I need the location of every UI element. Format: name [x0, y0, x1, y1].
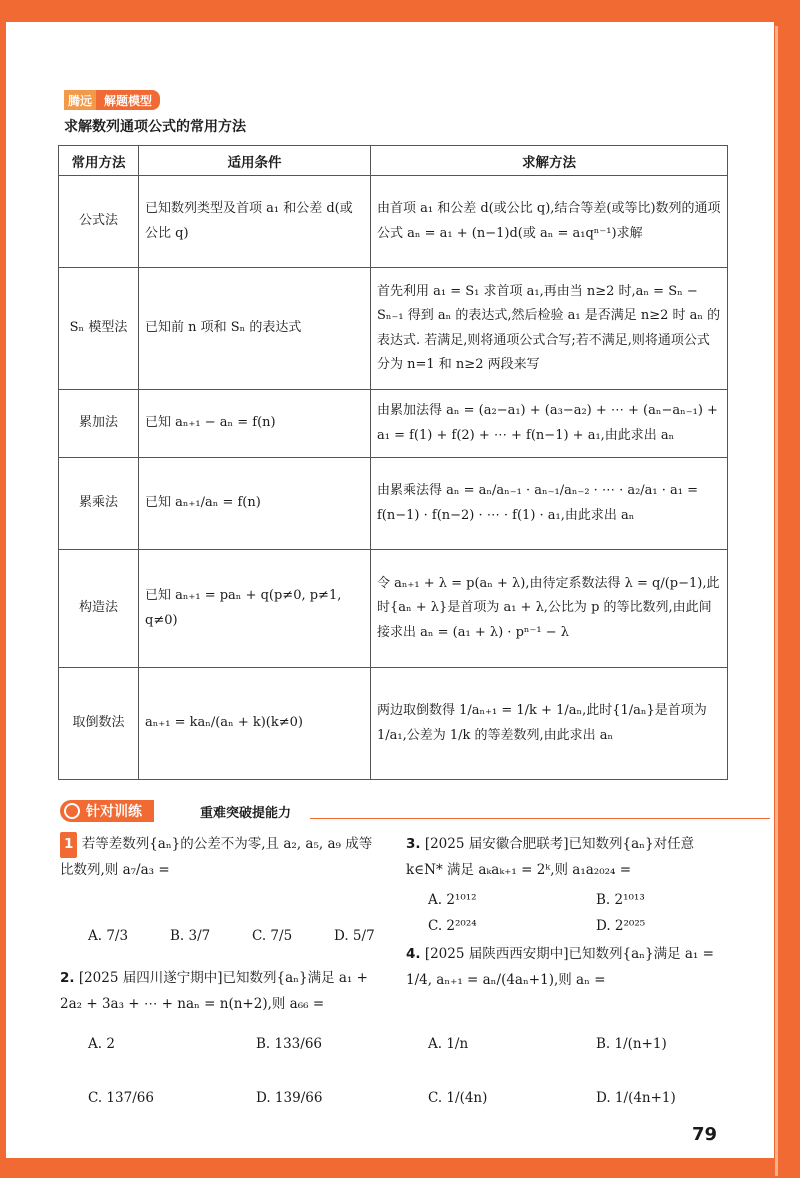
method-condition: 已知 aₙ₊₁/aₙ = f(n) [139, 458, 371, 550]
divider [310, 818, 770, 819]
question-number: 2. [60, 970, 75, 986]
method-solution: 首先利用 a₁ = S₁ 求首项 a₁,再由当 n≥2 时,aₙ = Sₙ − Sₙ₋₁ 得到 aₙ 的表达式,然后检验 a₁ 是否满足 n≥2 时 aₙ 的表达式. 若满足,则将通项公式合写;若不满足,则将通项公式分为 n=1 和 n≥2 两段来写 [371, 268, 728, 390]
table-header-row [59, 146, 728, 176]
header-condition: 适用条件 [139, 146, 371, 176]
question-number: 3. [406, 836, 421, 852]
option-c[interactable]: C. 2²⁰²⁴ [428, 918, 477, 934]
table-row [59, 550, 728, 668]
question-2 [60, 966, 390, 1017]
methods-table [58, 145, 728, 780]
header-method: 常用方法 [59, 146, 139, 176]
method-solution: 由累乘法得 aₙ = aₙ/aₙ₋₁ · aₙ₋₁/aₙ₋₂ · ⋯ · a₂/a₁ · a₁ = f(n−1) · f(n−2) · ⋯ · f(1) · a₁,由此求出 aₙ [371, 458, 728, 550]
table-row [59, 668, 728, 780]
question-stem: [2025 届四川遂宁期中]已知数列{aₙ}满足 a₁ + 2a₂ + 3a₃ + ⋯ + naₙ = n(n+2),则 a₆₆ = [60, 970, 368, 1012]
method-condition: aₙ₊₁ = kaₙ/(aₙ + k)(k≠0) [139, 668, 371, 780]
header-solution: 求解方法 [371, 146, 728, 176]
page-number: 79 [692, 1124, 718, 1145]
training-badge [60, 800, 154, 822]
page-spine [775, 26, 778, 1176]
method-name: 公式法 [59, 176, 139, 268]
method-condition: 已知 aₙ₊₁ = paₙ + q(p≠0, p≠1, q≠0) [139, 550, 371, 668]
method-name: 构造法 [59, 550, 139, 668]
page-frame-top [0, 0, 800, 22]
training-subtitle: 重难突破提能力 [200, 806, 292, 821]
question-3-options [428, 892, 728, 942]
option-d[interactable]: D. 139/66 [256, 1090, 323, 1106]
option-a[interactable]: A. 2 [88, 1036, 115, 1052]
page-frame-bottom [0, 1158, 800, 1178]
option-b[interactable]: B. 3/7 [170, 928, 211, 944]
method-solution: 两边取倒数得 1/aₙ₊₁ = 1/k + 1/aₙ,此时{1/aₙ}是首项为 1/a₁,公差为 1/k 的等差数列,由此求出 aₙ [371, 668, 728, 780]
option-c[interactable]: C. 137/66 [88, 1090, 154, 1106]
model-tag [64, 90, 160, 110]
method-condition: 已知数列类型及首项 a₁ 和公差 d(或公比 q) [139, 176, 371, 268]
training-badge-label: 针对训练 [86, 804, 142, 820]
option-a[interactable]: A. 7/3 [88, 928, 129, 944]
method-solution: 令 aₙ₊₁ + λ = p(aₙ + λ),由待定系数法得 λ = q/(p−1),此时{aₙ + λ}是首项为 a₁ + λ,公比为 p 的等比数列,由此间接求出 aₙ = (a₁ + λ) · pⁿ⁻¹ − λ [371, 550, 728, 668]
table-row [59, 458, 728, 550]
tag-label: 解题模型 [96, 90, 160, 110]
method-condition: 已知 aₙ₊₁ − aₙ = f(n) [139, 390, 371, 458]
option-d[interactable]: D. 2²⁰²⁵ [596, 918, 646, 934]
method-name: 累乘法 [59, 458, 139, 550]
section-title: 求解数列通项公式的常用方法 [64, 119, 246, 135]
method-name: 取倒数法 [59, 668, 139, 780]
option-c[interactable]: C. 1/(4n) [428, 1090, 488, 1106]
question-2-options [88, 1036, 388, 1116]
question-3 [406, 832, 732, 883]
option-d[interactable]: D. 5/7 [334, 928, 375, 944]
question-number: 1 [60, 832, 77, 858]
table-row [59, 176, 728, 268]
option-b[interactable]: B. 2¹⁰¹³ [596, 892, 645, 908]
method-name: 累加法 [59, 390, 139, 458]
option-b[interactable]: B. 133/66 [256, 1036, 322, 1052]
target-icon [64, 803, 80, 819]
tag-brand: 腾远 [64, 90, 96, 110]
table-row [59, 268, 728, 390]
question-1-options [88, 928, 378, 952]
option-a[interactable]: A. 1/n [428, 1036, 469, 1052]
option-c[interactable]: C. 7/5 [252, 928, 293, 944]
option-d[interactable]: D. 1/(4n+1) [596, 1090, 676, 1106]
method-condition: 已知前 n 项和 Sₙ 的表达式 [139, 268, 371, 390]
option-b[interactable]: B. 1/(n+1) [596, 1036, 667, 1052]
training-header [60, 800, 728, 822]
question-stem: [2025 届安徽合肥联考]已知数列{aₙ}对任意 k∈N* 满足 aₖaₖ₊₁ = 2ᵏ,则 a₁a₂₀₂₄ = [406, 836, 695, 878]
question-stem: 若等差数列{aₙ}的公差不为零,且 a₂, a₅, a₉ 成等比数列,则 a₇/a₃ = [60, 836, 373, 878]
question-1 [60, 832, 380, 883]
table-row [59, 390, 728, 458]
method-name: Sₙ 模型法 [59, 268, 139, 390]
option-a[interactable]: A. 2¹⁰¹² [428, 892, 477, 908]
question-4-options [428, 1036, 728, 1116]
method-solution: 由首项 a₁ 和公差 d(或公比 q),结合等差(或等比)数列的通项公式 aₙ = a₁ + (n−1)d(或 aₙ = a₁qⁿ⁻¹)求解 [371, 176, 728, 268]
question-4 [406, 942, 732, 993]
question-number: 4. [406, 946, 421, 962]
question-stem: [2025 届陕西西安期中]已知数列{aₙ}满足 a₁ = 1/4, aₙ₊₁ = aₙ/(4aₙ+1),则 aₙ = [406, 946, 714, 988]
method-solution: 由累加法得 aₙ = (a₂−a₁) + (a₃−a₂) + ⋯ + (aₙ−aₙ₋₁) + a₁ = f(1) + f(2) + ⋯ + f(n−1) + a₁,由此求出 aₙ [371, 390, 728, 458]
